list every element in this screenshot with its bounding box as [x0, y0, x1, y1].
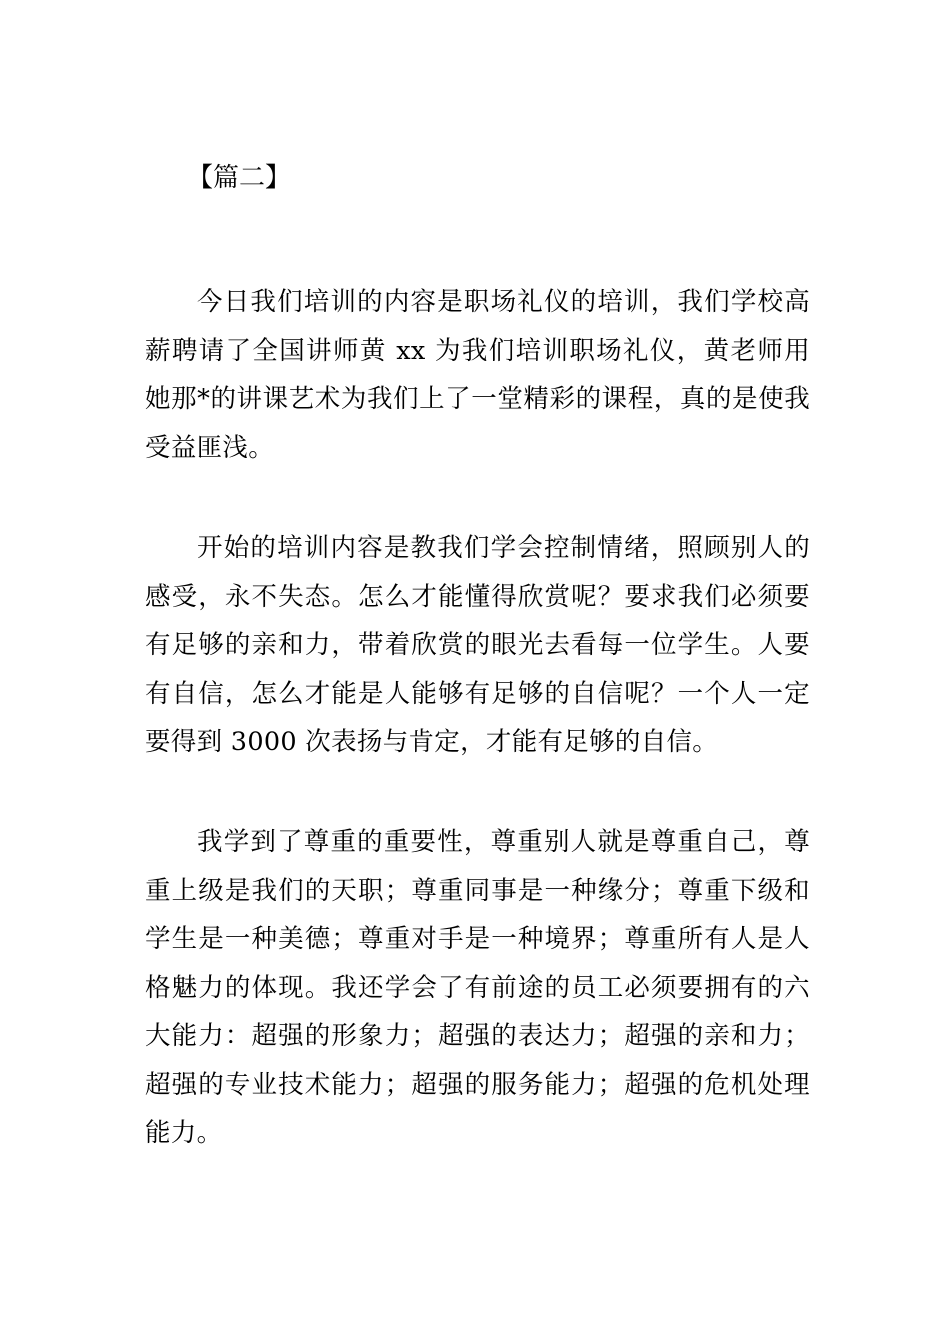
- paragraph-1: 今日我们培训的内容是职场礼仪的培训，我们学校高薪聘请了全国讲师黄 xx 为我们培训职场礼仪，黄老师用她那*的讲课艺术为我们上了一堂精彩的课程，真的是使我受益匪浅。: [145, 287, 810, 463]
- paragraph-2: 开始的培训内容是教我们学会控制情绪，照顾别人的感受，永不失态。怎么才能懂得欣赏呢？要求我们必须要有足够的亲和力，带着欣赏的眼光去看每一位学生。人要有自信，怎么才能是人能够有足够的自信呢？一个人一定要得到 3000 次表扬与肯定，才能有足够的自信。: [145, 533, 810, 757]
- paragraph-3: 我学到了尊重的重要性，尊重别人就是尊重自己，尊重上级是我们的天职；尊重同事是一种缘分；尊重下级和学生是一种美德；尊重对手是一种境界；尊重所有人是人格魅力的体现。我还学会了有前途的员工必须要拥有的六大能力：超强的形象力；超强的表达力；超强的亲和力；超强的专业技术能力；超强的服务能力；超强的危机处理能力。: [145, 827, 810, 1148]
- section-heading: 【篇二】: [187, 163, 292, 193]
